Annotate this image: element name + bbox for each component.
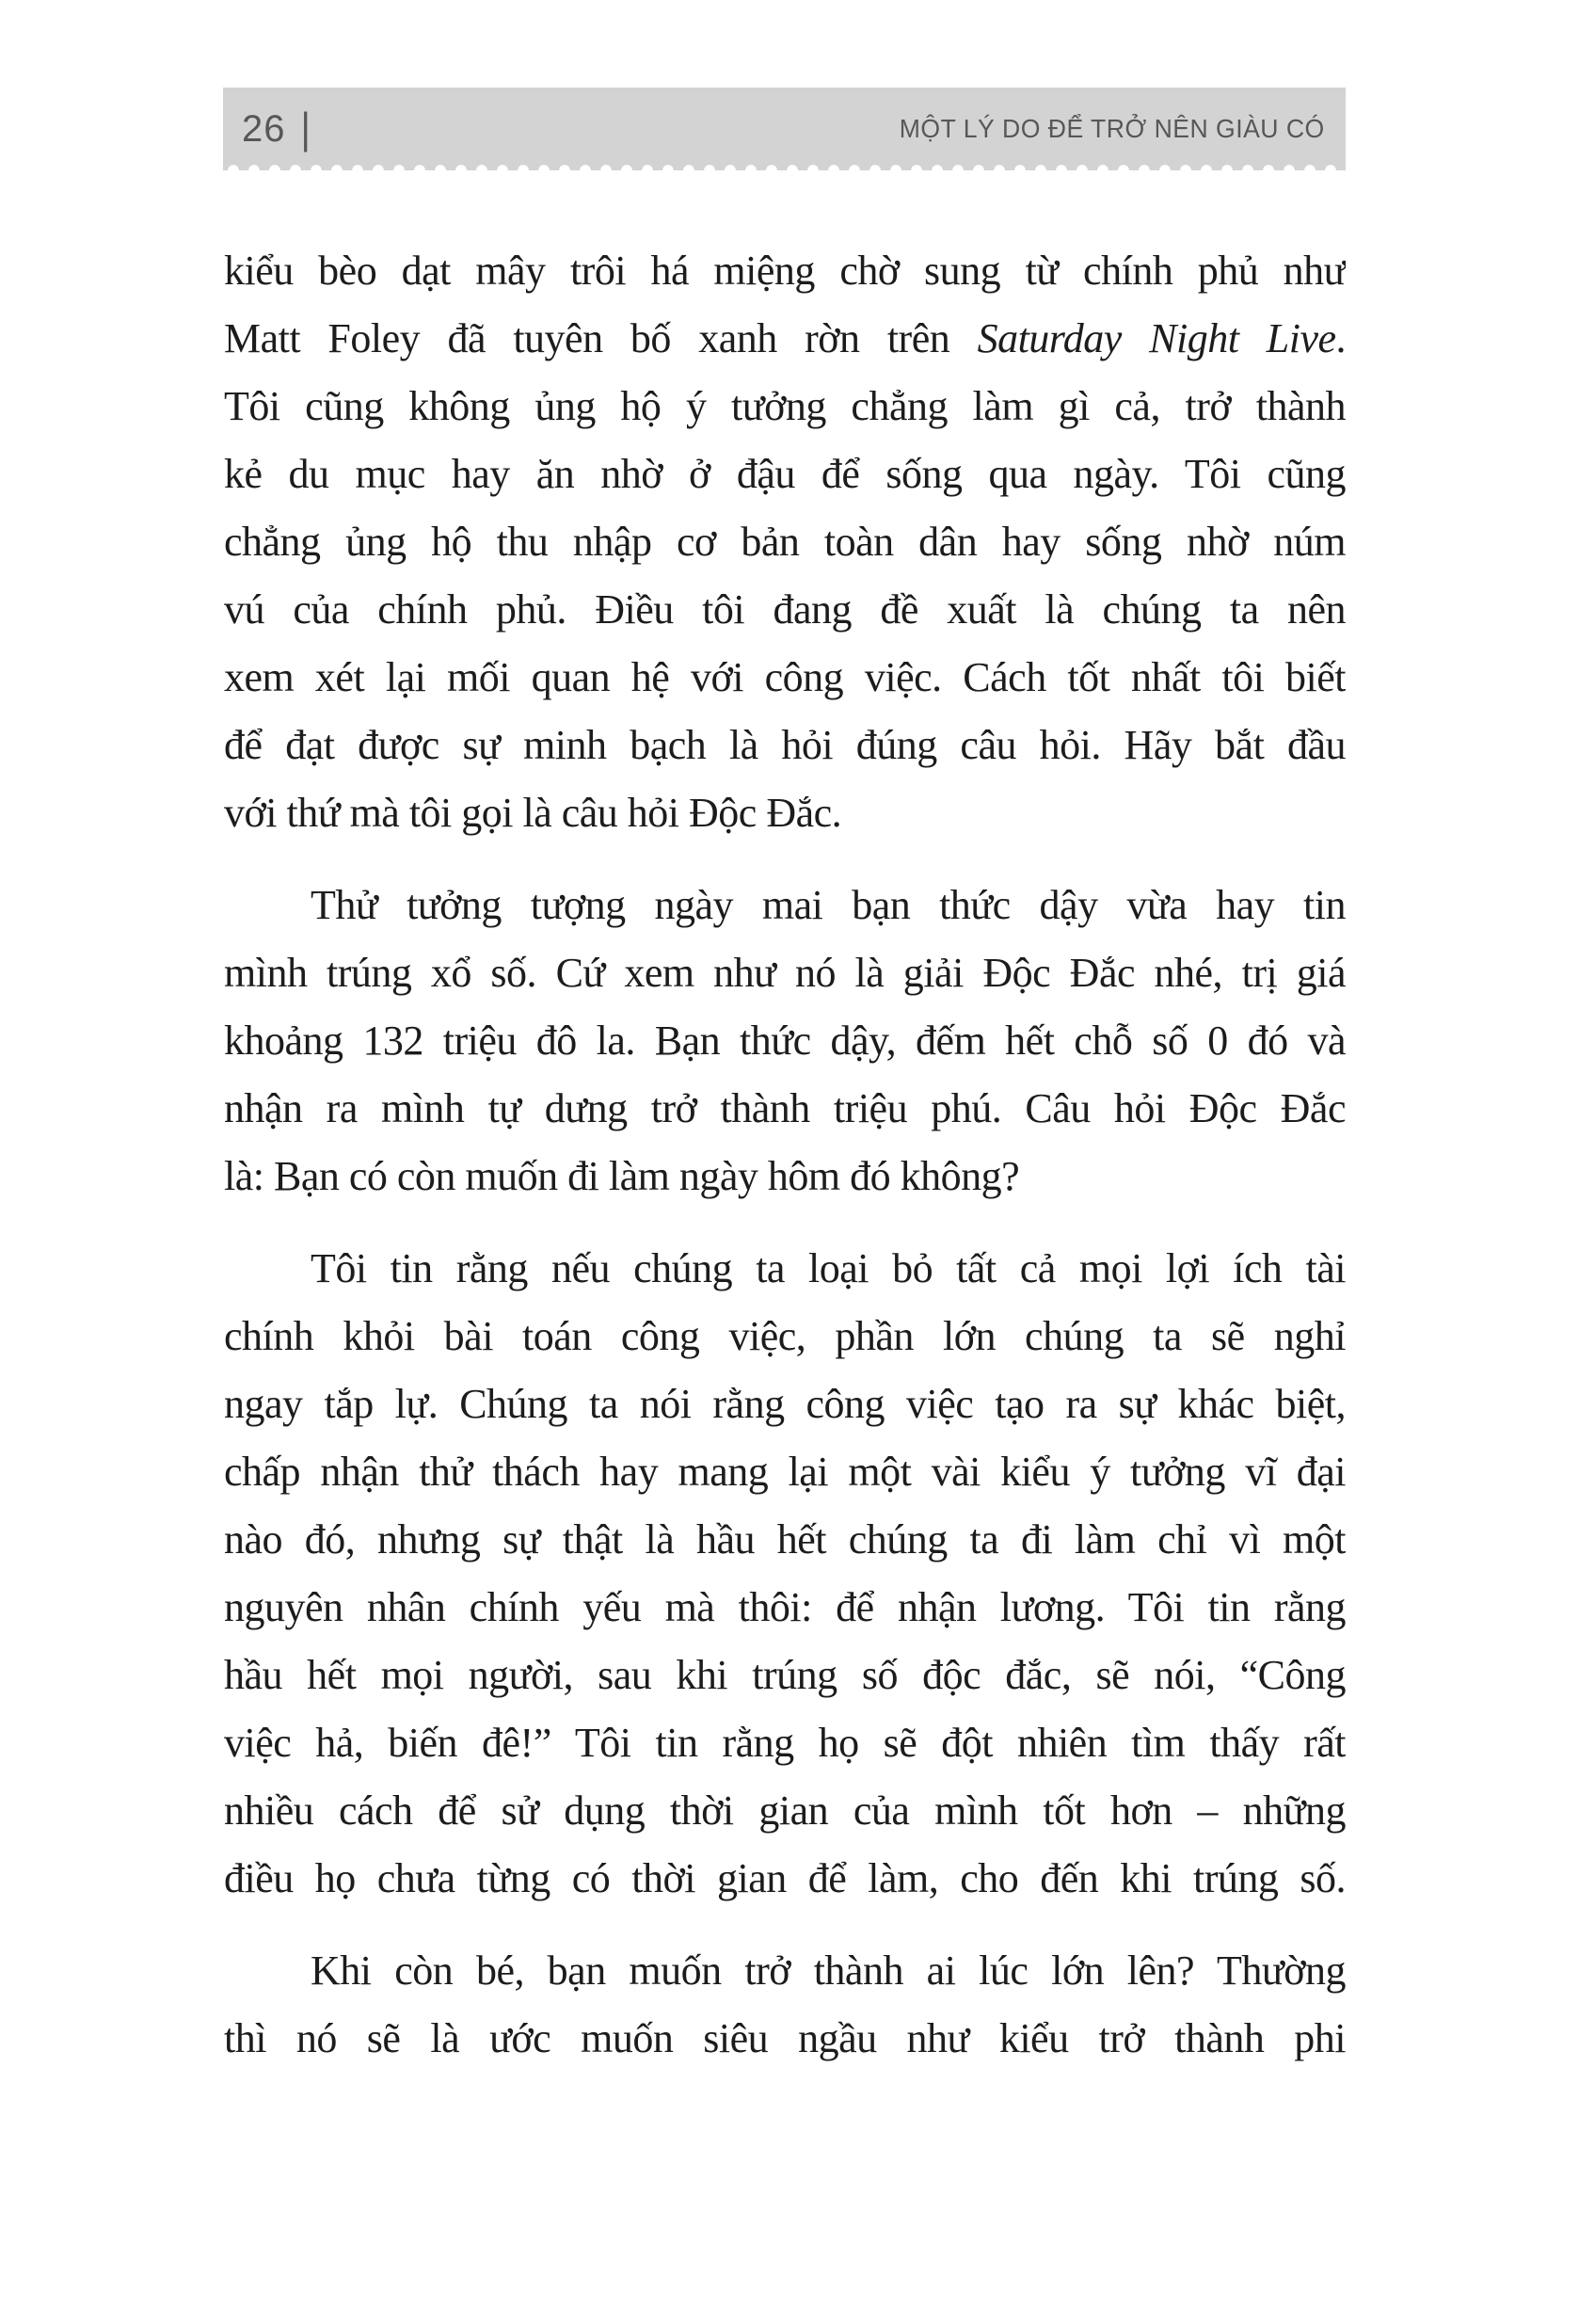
body-line: nào đó, nhưng sự thật là hầu hết chúng ta đi làm chỉ vì một bbox=[224, 1516, 1346, 1563]
body-line: khoảng 132 triệu đô la. Bạn thức dậy, đếm hết chỗ số 0 đó và bbox=[224, 1018, 1346, 1064]
italic-title: Saturday Night Live bbox=[977, 315, 1336, 361]
running-header bbox=[223, 88, 1346, 170]
body-line: Tôi cũng không ủng hộ ý tưởng chẳng làm gì cả, trở thành bbox=[224, 383, 1346, 429]
body-line: với thứ mà tôi gọi là câu hỏi Độc Đắc. bbox=[224, 790, 842, 836]
page-number: 26 bbox=[242, 107, 286, 150]
body-line: nguyên nhân chính yếu mà thôi: để nhận lương. Tôi tin rằng bbox=[224, 1584, 1346, 1630]
body-line: nhận ra mình tự dưng trở thành triệu phú. Câu hỏi Độc Đắc bbox=[224, 1085, 1346, 1131]
separator-bar: | bbox=[300, 104, 311, 152]
body-line: hầu hết mọi người, sau khi trúng số độc đắc, sẽ nói, “Công bbox=[224, 1652, 1346, 1698]
body-line: để đạt được sự minh bạch là hỏi đúng câu hỏi. Hãy bắt đầu bbox=[224, 722, 1346, 768]
body-line: Khi còn bé, bạn muốn trở thành ai lúc lớn lên? Thường bbox=[311, 1947, 1346, 1994]
running-title: MỘT LÝ DO ĐỂ TRỞ NÊN GIÀU CÓ bbox=[900, 114, 1325, 143]
body-line-pre: Matt Foley đã tuyên bố xanh rờn trên bbox=[224, 315, 978, 361]
body-line: ngay tắp lự. Chúng ta nói rằng công việc tạo ra sự khác biệt, bbox=[224, 1381, 1346, 1427]
body-line: mình trúng xổ số. Cứ xem như nó là giải Độc Đắc nhé, trị giá bbox=[224, 950, 1346, 996]
paragraph-gap bbox=[224, 1913, 1346, 1937]
body-line: kẻ du mục hay ăn nhờ ở đậu để sống qua ngày. Tôi cũng bbox=[224, 451, 1346, 497]
paragraph-gap bbox=[224, 847, 1346, 872]
body-line: chính khỏi bài toán công việc, phần lớn chúng ta sẽ nghỉ bbox=[224, 1313, 1346, 1359]
body-line: Tôi tin rằng nếu chúng ta loại bỏ tất cả mọi lợi ích tài bbox=[311, 1245, 1346, 1291]
body-line bbox=[224, 305, 1346, 373]
body-line: vú của chính phủ. Điều tôi đang đề xuất là chúng ta nên bbox=[224, 586, 1346, 633]
paragraph-gap bbox=[224, 1210, 1346, 1235]
body-line-post: . bbox=[1335, 315, 1346, 361]
body-line: thì nó sẽ là ước muốn siêu ngầu như kiểu trở thành phi bbox=[224, 2015, 1346, 2061]
body-line: chấp nhận thử thách hay mang lại một vài kiểu ý tưởng vĩ đại bbox=[224, 1449, 1346, 1495]
body-text bbox=[224, 237, 1346, 2073]
body-line: Thử tưởng tượng ngày mai bạn thức dậy vừa hay tin bbox=[311, 882, 1346, 928]
body-line: điều họ chưa từng có thời gian để làm, cho đến khi trúng số. bbox=[224, 1855, 1346, 1901]
body-line: xem xét lại mối quan hệ với công việc. Cách tốt nhất tôi biết bbox=[224, 654, 1346, 700]
body-line: nhiều cách để sử dụng thời gian của mình tốt hơn – những bbox=[224, 1787, 1346, 1834]
body-line: là: Bạn có còn muốn đi làm ngày hôm đó không? bbox=[224, 1153, 1020, 1199]
body-line: kiểu bèo dạt mây trôi há miệng chờ sung từ chính phủ như bbox=[224, 248, 1346, 294]
body-line: việc hả, biến đê!” Tôi tin rằng họ sẽ đột nhiên tìm thấy rất bbox=[224, 1720, 1346, 1766]
body-line: chẳng ủng hộ thu nhập cơ bản toàn dân hay sống nhờ núm bbox=[224, 519, 1346, 565]
